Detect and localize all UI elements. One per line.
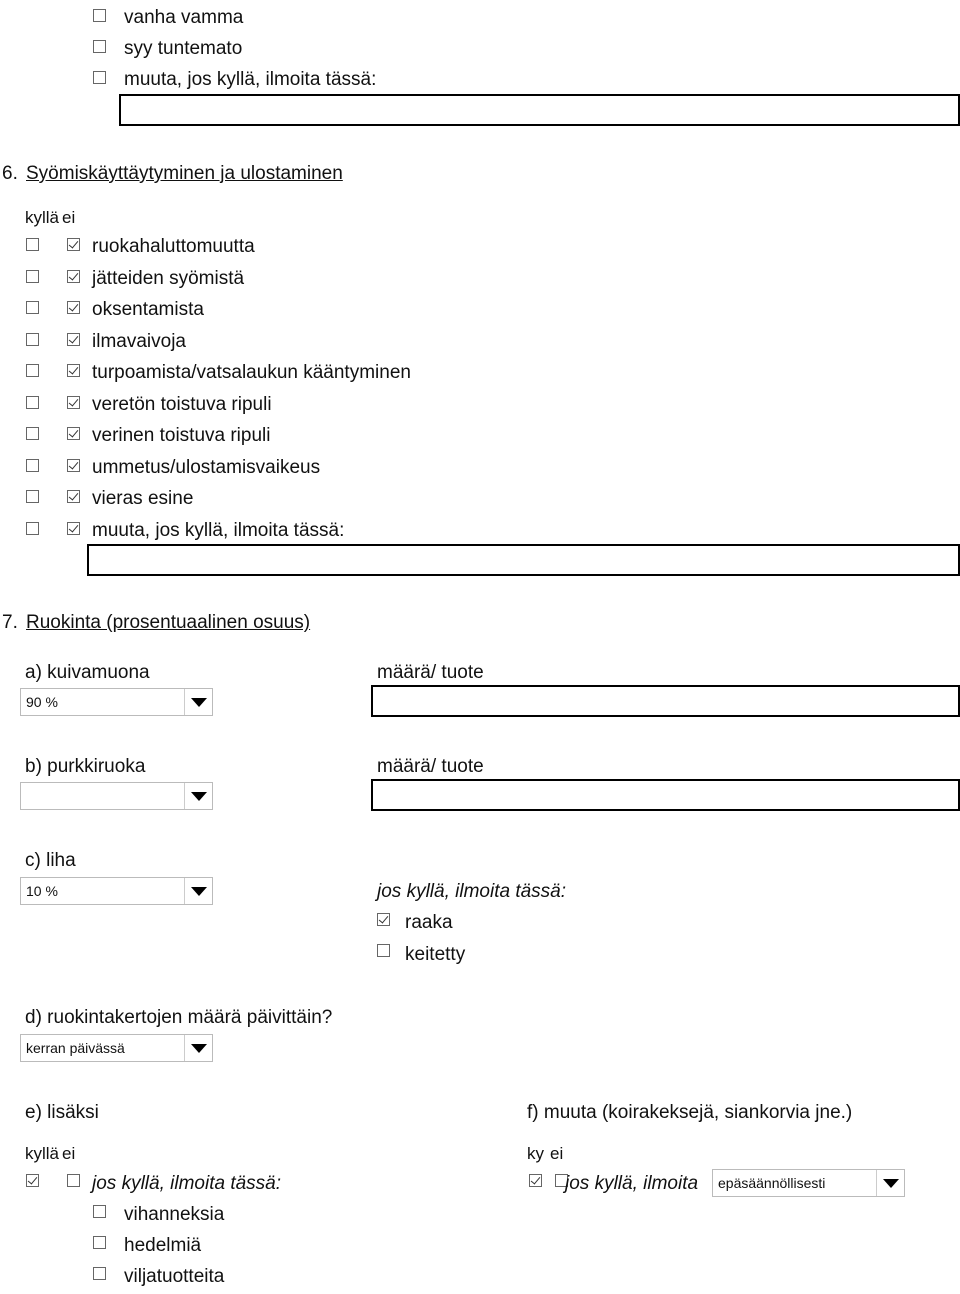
sec6-no-checkbox[interactable] [67,490,80,503]
sec6-yes-checkbox[interactable] [26,396,39,409]
vihanneksia-checkbox[interactable] [93,1205,106,1218]
sec6-yes-checkbox[interactable] [26,238,39,251]
sec6-no-checkbox[interactable] [67,333,80,346]
sec6-col-no: ei [62,208,76,227]
sec6-item-label: ummetus/ulostamisvaikeus [92,457,321,478]
ruokintakerrat-value: kerran päivässä [26,1040,125,1056]
sec6-yes-checkbox[interactable] [26,427,39,440]
hedelmia-checkbox[interactable] [93,1236,106,1249]
sec6-yes-checkbox[interactable] [26,459,39,472]
sec6-yes-checkbox[interactable] [26,490,39,503]
sec6-item-label: ilmavaivoja [92,331,186,352]
purkkiruoka-amount-input[interactable] [371,779,960,811]
sec6-yes-checkbox[interactable] [26,301,39,314]
keitetty-checkbox[interactable] [377,944,390,957]
raaka-checkbox[interactable] [377,913,390,926]
purkkiruoka-select[interactable] [20,782,213,810]
sec6-item-label: vieras esine [92,488,194,509]
sec6-yes-checkbox[interactable] [26,364,39,377]
sec5-other-label: muuta, jos kyllä, ilmoita tässä: [124,69,377,90]
sec5-other-checkbox[interactable] [93,71,106,84]
liha-select[interactable] [20,877,213,905]
kuivamuona-label: a) kuivamuona [25,662,150,683]
liha-value: 10 % [26,883,58,899]
chevron-down-icon[interactable] [876,1170,904,1196]
chevron-down-icon[interactable] [184,783,212,809]
muuta-col-yes: ky [527,1144,544,1163]
lisaksi-no-checkbox[interactable] [67,1174,80,1187]
sec6-item-label: turpoamista/vatsalaukun kääntyminen [92,362,411,383]
sec6-item-label: verinen toistuva ripuli [92,425,271,446]
vanha-vamma-checkbox[interactable] [93,9,106,22]
sec6-item-label: oksentamista [92,299,204,320]
lisaksi-col-no: ei [62,1144,76,1163]
vihanneksia-label: vihanneksia [124,1204,225,1225]
muuta-label: f) muuta (koirakeksejä, siankorvia jne.) [527,1102,853,1123]
lisaksi-yes-checkbox[interactable] [26,1174,39,1187]
chevron-down-icon[interactable] [184,689,212,715]
kuivamuona-amount-label: määrä/ tuote [377,662,484,683]
kuivamuona-select[interactable] [20,688,213,716]
vanha-vamma-label: vanha vamma [124,7,244,28]
liha-label: c) liha [25,850,76,871]
kuivamuona-amount-input[interactable] [371,685,960,717]
sec6-no-checkbox[interactable] [67,238,80,251]
muuta-col-no: ei [550,1144,564,1163]
ruokintakerrat-label: d) ruokintakertojen määrä päivittäin? [25,1007,333,1028]
lisaksi-col-yes: kyllä [25,1144,59,1163]
sec6-yes-checkbox[interactable] [26,270,39,283]
sec6-yes-checkbox[interactable] [26,522,39,535]
sec5-other-input[interactable] [119,94,960,126]
muuta-yes-checkbox[interactable] [529,1174,542,1187]
sec6-item-label: ruokahaluttomuutta [92,236,255,257]
kuivamuona-value: 90 % [26,694,58,710]
keitetty-label: keitetty [405,944,466,965]
ruokintakerrat-select[interactable] [20,1034,213,1062]
chevron-down-icon[interactable] [184,1035,212,1061]
sec6-item-label: veretön toistuva ripuli [92,394,272,415]
sec6-other-input[interactable] [87,544,960,576]
sec6-no-checkbox[interactable] [67,396,80,409]
sec6-no-checkbox[interactable] [67,270,80,283]
sec6-item-label: muuta, jos kyllä, ilmoita tässä: [92,520,345,541]
chevron-down-icon[interactable] [184,878,212,904]
sec6-no-checkbox[interactable] [67,459,80,472]
sec6-no-checkbox[interactable] [67,364,80,377]
sec6-no-checkbox[interactable] [67,427,80,440]
sec6-yes-checkbox[interactable] [26,333,39,346]
liha-note: jos kyllä, ilmoita tässä: [377,881,567,902]
sec6-item-label: jätteiden syömistä [92,268,245,289]
lisaksi-label: e) lisäksi [25,1102,99,1123]
muuta-select[interactable] [712,1169,905,1197]
sec6-no-checkbox[interactable] [67,522,80,535]
syy-tuntemato-label: syy tuntemato [124,38,243,59]
sec6-number: 6. [2,163,18,184]
muuta-value: epäsäännöllisesti [718,1175,826,1191]
hedelmia-label: hedelmiä [124,1235,202,1256]
raaka-label: raaka [405,912,453,933]
sec6-col-yes: kyllä [25,208,59,227]
purkkiruoka-label: b) purkkiruoka [25,756,146,777]
sec6-no-checkbox[interactable] [67,301,80,314]
syy-tuntemato-checkbox[interactable] [93,40,106,53]
lisaksi-note: jos kyllä, ilmoita tässä: [92,1173,282,1194]
viljatuotteita-checkbox[interactable] [93,1267,106,1280]
muuta-note: jos kyllä, ilmoita [565,1173,699,1194]
purkkiruoka-amount-label: määrä/ tuote [377,756,484,777]
sec6-title: Syömiskäyttäytyminen ja ulostaminen [26,163,343,184]
viljatuotteita-label: viljatuotteita [124,1266,225,1287]
sec7-title: Ruokinta (prosentuaalinen osuus) [26,612,311,633]
sec7-number: 7. [2,612,18,633]
